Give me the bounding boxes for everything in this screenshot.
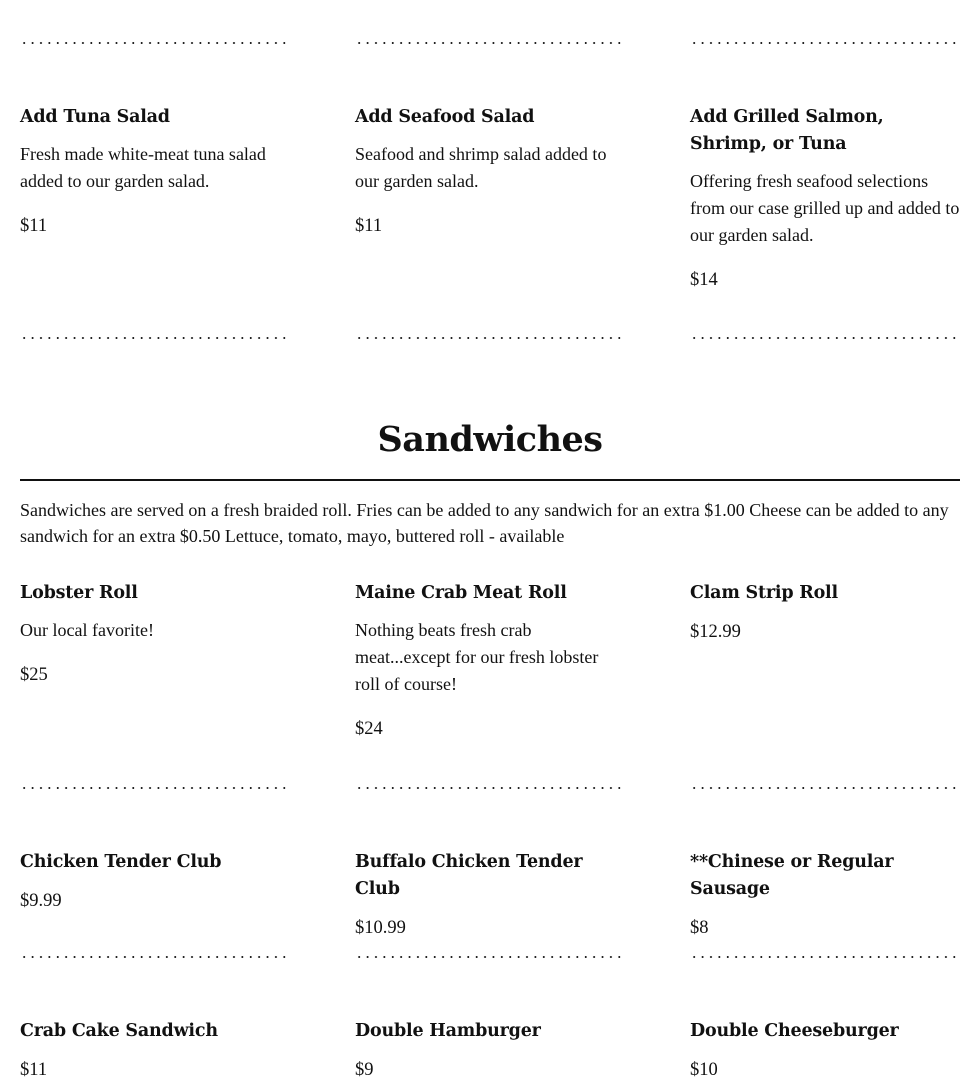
menu-item-double-cheeseburger [690, 1018, 960, 1084]
menu-item-add-grilled-seafood [690, 104, 960, 294]
item-price: $9.99 [20, 891, 62, 911]
dotted-separator [355, 783, 625, 793]
item-name: Add Grilled Salmon, Shrimp, or Tuna [690, 107, 884, 154]
dotted-separator [690, 783, 960, 793]
item-name: Clam Strip Roll [690, 583, 838, 603]
item-description: Our local favorite! [20, 620, 154, 640]
menu-item-clam-strip-roll [690, 580, 960, 646]
dotted-separator [355, 38, 625, 48]
item-name: Lobster Roll [20, 583, 138, 603]
menu-item-chicken-tender-club [20, 849, 290, 915]
item-price: $11 [355, 216, 383, 236]
dotted-separator [690, 952, 960, 962]
item-name: **Chinese or Regular Sausage [690, 852, 894, 899]
item-price: $11 [20, 216, 48, 236]
item-name: Double Cheeseburger [690, 1021, 899, 1041]
item-description: Seafood and shrimp salad added to our garden salad. [355, 144, 607, 191]
menu-item-add-tuna-salad [20, 104, 290, 240]
item-price: $10.99 [355, 918, 406, 938]
item-name: Crab Cake Sandwich [20, 1021, 218, 1041]
item-name: Add Seafood Salad [355, 107, 535, 127]
item-price: $14 [690, 270, 718, 290]
item-description: Fresh made white-meat tuna salad added to our garden salad. [20, 144, 266, 191]
item-price: $10 [690, 1060, 718, 1080]
item-name: Double Hamburger [355, 1021, 541, 1041]
section-title-sandwiches: Sandwiches [377, 419, 603, 460]
item-description: Nothing beats fresh crab meat...except for our fresh lobster roll of course! [355, 620, 599, 694]
menu-item-buffalo-chicken-tender-club [355, 849, 625, 942]
section-description: Sandwiches are served on a fresh braided roll. Fries can be added to any sandwich for an extra $1.00 Cheese can be added to any sandwich for an extra $0.50 Lettuce, tomato, mayo, buttered roll - available [20, 500, 949, 546]
item-name: Buffalo Chicken Tender Club [355, 852, 583, 899]
menu-item-double-hamburger [355, 1018, 625, 1084]
item-name: Chicken Tender Club [20, 852, 222, 872]
item-description: Offering fresh seafood selections from our case grilled up and added to our garden salad. [690, 171, 960, 245]
section-divider [20, 479, 960, 481]
item-price: $9 [355, 1060, 374, 1080]
item-price: $24 [355, 719, 383, 739]
dotted-separator [20, 333, 290, 343]
dotted-separator [20, 952, 290, 962]
dotted-separator [355, 333, 625, 343]
dotted-separator [355, 952, 625, 962]
menu-item-crab-cake-sandwich [20, 1018, 290, 1084]
item-price: $8 [690, 918, 709, 938]
dotted-separator [690, 38, 960, 48]
menu-item-add-seafood-salad [355, 104, 625, 240]
item-name: Maine Crab Meat Roll [355, 583, 567, 603]
item-price: $12.99 [690, 622, 741, 642]
dotted-separator [690, 333, 960, 343]
menu-item-maine-crab-meat-roll [355, 580, 625, 743]
dotted-separator [20, 783, 290, 793]
item-price: $25 [20, 665, 48, 685]
dotted-separator [20, 38, 290, 48]
item-price: $11 [20, 1060, 48, 1080]
menu-item-sausage [690, 849, 960, 942]
menu-item-lobster-roll [20, 580, 290, 689]
item-name: Add Tuna Salad [20, 107, 170, 127]
